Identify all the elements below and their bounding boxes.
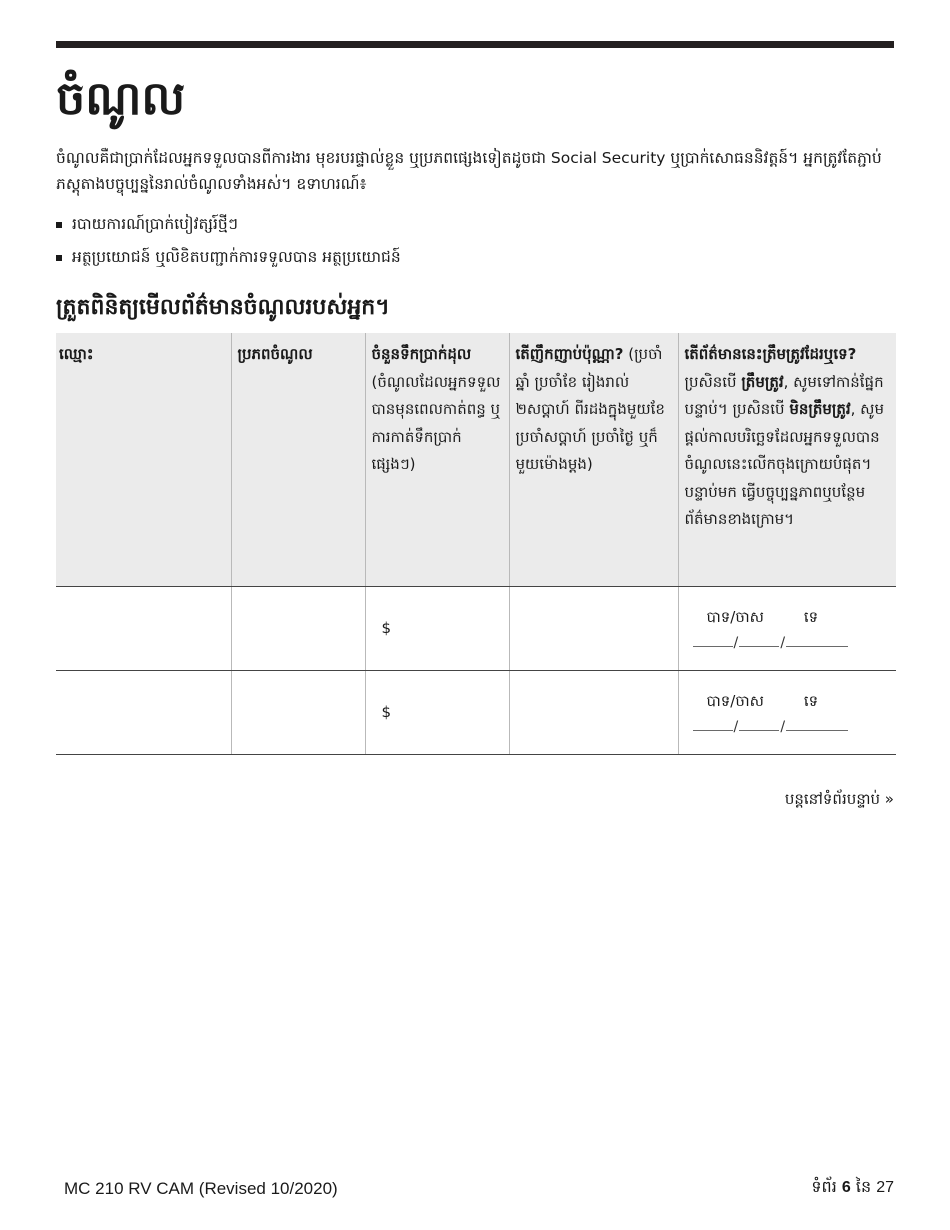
form-id: MC 210 RV CAM (Revised 10/2020) <box>64 1179 338 1198</box>
date-separator: / <box>733 718 739 735</box>
date-month-blank[interactable] <box>693 718 733 731</box>
example-list <box>56 214 856 280</box>
header-correct-title: តើព័ត៌មាននេះត្រឹមត្រូវដែរឬទេ? <box>684 345 857 363</box>
yes-option[interactable]: បាទ/ចាស <box>706 691 764 710</box>
header-correct-text-3: , សូមផ្តល់កាលបរិច្ឆេទដែលអ្នកទទួលបានចំណូលនេះលើកចុងក្រោយបំផុត។ បន្ទាប់មក ធ្វើបច្ចុប្បន្នភាពឬបន្ថែមព័ត៌មានខាងក្រោម។ <box>684 400 884 528</box>
page-current: 6 <box>841 1179 851 1196</box>
date-separator: / <box>780 718 786 735</box>
page-of-word: នៃ <box>855 1177 872 1196</box>
date-year-blank[interactable] <box>786 634 848 647</box>
date-month-blank[interactable] <box>693 634 733 647</box>
date-field[interactable] <box>693 718 897 735</box>
date-year-blank[interactable] <box>786 718 848 731</box>
gross-amount-field[interactable] <box>365 586 509 670</box>
top-rule <box>56 41 894 48</box>
table-row <box>56 670 896 754</box>
no-option[interactable]: ទេ <box>803 607 819 626</box>
gross-amount-field[interactable] <box>365 670 509 754</box>
income-table <box>56 333 896 755</box>
name-field[interactable] <box>56 670 231 754</box>
yes-no-options <box>693 690 897 712</box>
list-item: អត្ថប្រយោជន៍ ឬលិខិតបញ្ជាក់ការទទួលបាន អត្ថប្រយោជន៍ <box>56 247 856 267</box>
header-correct-text-1: ប្រសិនបើ <box>684 372 742 391</box>
date-day-blank[interactable] <box>739 634 779 647</box>
header-gross-amount <box>365 333 509 586</box>
header-name <box>56 333 231 586</box>
date-day-blank[interactable] <box>739 718 779 731</box>
header-name-label: ឈ្មោះ <box>59 345 94 363</box>
header-gross-title: ចំនួនទឹកប្រាក់ដុល <box>371 345 472 363</box>
list-item: របាយការណ៍ប្រាក់បៀវត្សរ៍ថ្មីៗ <box>56 214 856 234</box>
header-gross-note: (ចំណូលដែលអ្នកទទួលបានមុនពេលកាត់ពន្ធ ឬការកាត់ទឹកប្រាក់ផ្សេងៗ) <box>371 372 501 473</box>
table-header-row <box>56 333 896 586</box>
source-field[interactable] <box>231 586 365 670</box>
date-separator: / <box>780 634 786 651</box>
date-field[interactable] <box>693 634 897 651</box>
no-option[interactable]: ទេ <box>803 691 819 710</box>
source-field[interactable] <box>231 670 365 754</box>
currency-symbol: $ <box>381 703 392 721</box>
header-frequency-title: តើញឹកញាប់ប៉ុណ្ណា? <box>515 345 624 363</box>
header-correct <box>678 333 896 586</box>
continue-next-page: បន្តនៅទំព័របន្ទាប់ » <box>784 790 894 808</box>
yes-option[interactable]: បាទ/ចាស <box>706 607 764 626</box>
header-frequency-note: (ប្រចាំឆ្នាំ ប្រចាំខែ រៀងរាល់ ២សប្តាហ៍ ពីរដងក្នុងមួយខែ ប្រចាំសប្តាហ៍ ប្រចាំថ្ងៃ ឬក៏មួយម៉ោងម្តង) <box>515 345 665 473</box>
date-separator: / <box>733 634 739 651</box>
frequency-field[interactable] <box>509 586 678 670</box>
name-field[interactable] <box>56 586 231 670</box>
intro-paragraph: ចំណូលគឺជាប្រាក់ដែលអ្នកទទួលបានពីការងារ មុខរបរផ្ទាល់ខ្លួន ឬប្រភពផ្សេងទៀតដូចជា Social Security ឬប្រាក់សោធននិវត្តន៍។ អ្នកត្រូវតែភ្ជាប់ភស្តុតាងបច្ចុប្បន្ននៃរាល់ចំណូលទាំងអស់។ ឧទាហរណ៍៖ <box>56 149 882 193</box>
page-word: ទំព័រ <box>811 1177 837 1196</box>
correct-answer-cell <box>678 586 896 670</box>
currency-symbol: $ <box>381 619 392 637</box>
header-frequency <box>509 333 678 586</box>
header-correct-yes: ត្រឹមត្រូវ <box>741 372 784 391</box>
header-source <box>231 333 365 586</box>
correct-answer-cell <box>678 670 896 754</box>
section-heading: ត្រួតពិនិត្យមើលព័ត៌មានចំណូលរបស់អ្នក។ <box>56 295 390 320</box>
frequency-field[interactable] <box>509 670 678 754</box>
header-correct-text-2: , សូមទៅកាន់ផ្នែកបន្ទាប់។ ប្រសិនបើ <box>684 372 884 418</box>
yes-no-options <box>693 606 897 628</box>
header-source-label: ប្រភពចំណូល <box>237 345 313 363</box>
page-title: ចំណូល <box>56 71 186 125</box>
table-row <box>56 586 896 670</box>
page-number <box>811 1176 894 1199</box>
page-total: 27 <box>876 1179 894 1196</box>
header-correct-no: មិនត្រឹមត្រូវ <box>789 400 851 418</box>
